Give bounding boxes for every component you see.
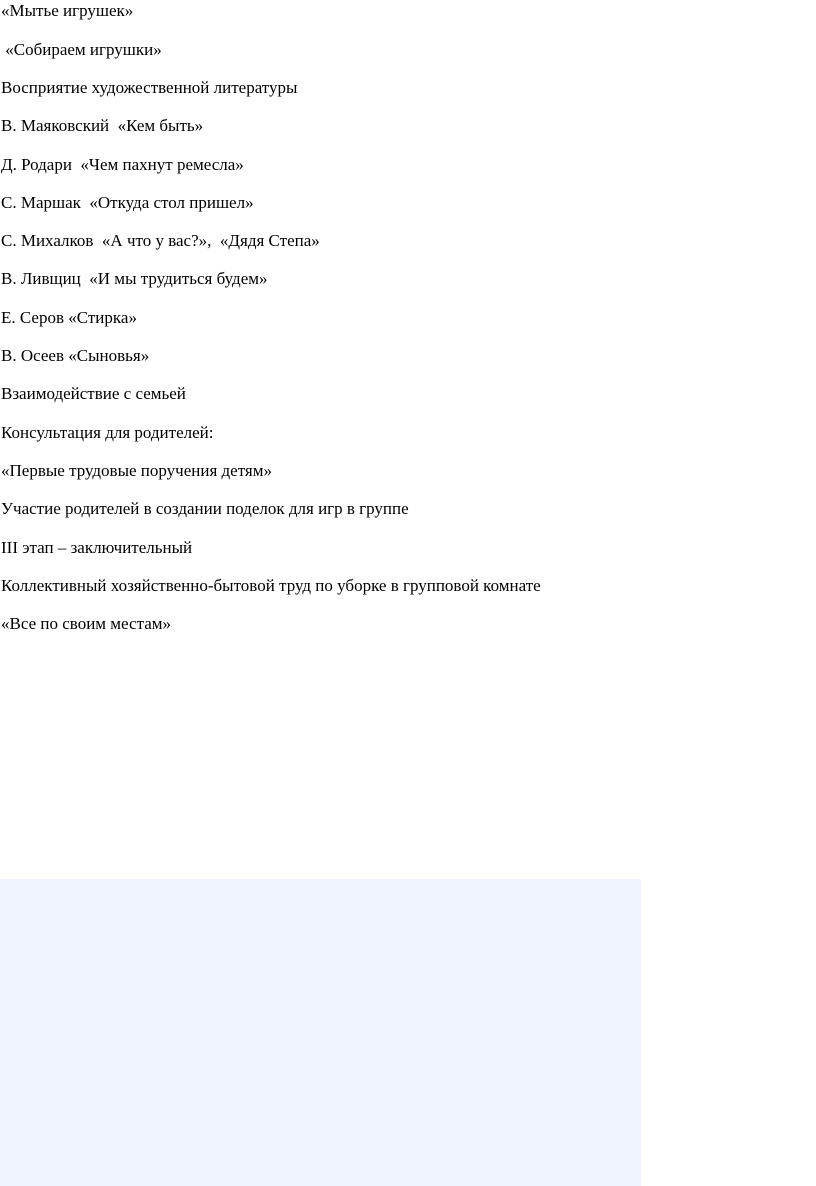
line-parents-participation: Участие родителей в создании поделок для игр в группе <box>1 499 409 518</box>
line-rodari: Д. Родари «Чем пахнут ремесла» <box>1 155 244 174</box>
line-livshits: В. Ливщиц «И мы трудиться будем» <box>1 269 268 288</box>
line-serov: Е. Серов «Стирка» <box>1 308 137 327</box>
section-heading-literature: Восприятие художественной литературы <box>1 78 298 97</box>
line-collective-work: Коллективный хозяйственно-бытовой труд по уборке в групповой комнате <box>1 576 541 595</box>
line-oseev: В. Осеев «Сыновья» <box>1 346 150 365</box>
line-first-tasks: «Первые трудовые поручения детям» <box>1 461 273 480</box>
line-mikhalkov: С. Михалков «А что у вас?», «Дядя Степа» <box>1 231 320 250</box>
line-marshak: С. Маршак «Откуда стол пришел» <box>1 193 254 212</box>
line-collecting-toys: «Собираем игрушки» <box>1 40 162 59</box>
line-mayakovsky: В. Маяковский «Кем быть» <box>1 116 204 135</box>
section-heading-family: Взаимодействие с семьей <box>1 384 186 403</box>
line-everything-in-place: «Все по своим местам» <box>1 614 172 633</box>
blank-panel <box>0 879 641 1186</box>
line-consultation: Консультация для родителей: <box>1 423 214 442</box>
line-toy-washing: «Мытье игрушек» <box>1 1 134 20</box>
section-heading-stage-3: III этап – заключительный <box>1 538 193 557</box>
